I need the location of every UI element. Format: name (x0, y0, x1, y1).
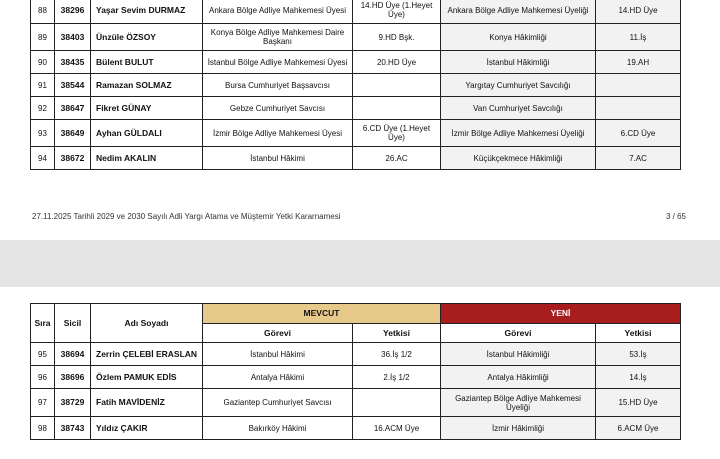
cell-sira: 97 (31, 389, 55, 417)
cell-sicil: 38435 (55, 51, 91, 74)
cell-sicil: 38729 (55, 389, 91, 417)
cell-sira: 94 (31, 147, 55, 170)
cell-mevcut-yetkisi (353, 389, 441, 417)
footer-page-number: 3 / 65 (665, 212, 686, 221)
cell-mevcut-yetkisi (353, 97, 441, 120)
cell-yeni-yetkisi: 6.ACM Üye (596, 417, 681, 440)
cell-sicil: 38649 (55, 120, 91, 147)
table-row (31, 343, 681, 366)
cell-yeni-gorevi: İstanbul Hâkimliği (441, 51, 596, 74)
cell-yeni-gorevi: Ankara Bölge Adliye Mahkemesi Üyeliği (441, 0, 596, 24)
cell-mevcut-gorevi: Gebze Cumhuriyet Savcısı (203, 97, 353, 120)
cell-sicil: 38544 (55, 74, 91, 97)
cell-yeni-yetkisi: 14.HD Üye (596, 0, 681, 24)
cell-sicil: 38672 (55, 147, 91, 170)
header-yeni-yetkisi: Yetkisi (596, 324, 681, 343)
cell-name: Zerrin ÇELEBİ ERASLAN (91, 343, 203, 366)
cell-mevcut-gorevi: İzmir Bölge Adliye Mahkemesi Üyesi (203, 120, 353, 147)
header-yeni-gorevi: Görevi (441, 324, 596, 343)
cell-yeni-yetkisi: 6.CD Üye (596, 120, 681, 147)
cell-sira: 90 (31, 51, 55, 74)
cell-sicil: 38743 (55, 417, 91, 440)
assignment-table-top (30, 0, 681, 170)
cell-mevcut-yetkisi: 6.CD Üye (1.Heyet Üye) (353, 120, 441, 147)
cell-name: Yaşar Sevim DURMAZ (91, 0, 203, 24)
table-row (31, 51, 681, 74)
cell-mevcut-gorevi: Antalya Hâkimi (203, 366, 353, 389)
page-4-top-part (0, 287, 720, 459)
cell-yeni-yetkisi: 53.İş (596, 343, 681, 366)
cell-name: Ramazan SOLMAZ (91, 74, 203, 97)
table-row (31, 366, 681, 389)
cell-yeni-gorevi: Gaziantep Bölge Adliye Mahkemesi Üyeliği (441, 389, 596, 417)
table-row (31, 147, 681, 170)
cell-yeni-yetkisi: 19.AH (596, 51, 681, 74)
cell-mevcut-gorevi: İstanbul Hâkimi (203, 147, 353, 170)
table-row (31, 0, 681, 24)
cell-sira: 96 (31, 366, 55, 389)
table-row (31, 417, 681, 440)
cell-sira: 93 (31, 120, 55, 147)
header-yeni: YENİ (441, 304, 681, 324)
cell-sira: 92 (31, 97, 55, 120)
cell-mevcut-yetkisi: 9.HD Bşk. (353, 24, 441, 51)
table-row (31, 389, 681, 417)
cell-sira: 89 (31, 24, 55, 51)
cell-mevcut-yetkisi: 36.İş 1/2 (353, 343, 441, 366)
cell-yeni-gorevi: İzmir Bölge Adliye Mahkemesi Üyeliği (441, 120, 596, 147)
cell-name: Nedim AKALIN (91, 147, 203, 170)
cell-sira: 91 (31, 74, 55, 97)
cell-sira: 98 (31, 417, 55, 440)
cell-yeni-gorevi: Van Cumhuriyet Savcılığı (441, 97, 596, 120)
table-row (31, 24, 681, 51)
cell-name: Yıldız ÇAKIR (91, 417, 203, 440)
page-gap (0, 240, 720, 287)
cell-name: Özlem PAMUK EDİS (91, 366, 203, 389)
cell-yeni-gorevi: Konya Hâkimliği (441, 24, 596, 51)
cell-yeni-yetkisi (596, 97, 681, 120)
footer-decree-title: 27.11.2025 Tarihli 2029 ve 2030 Sayılı Adli Yargı Atama ve Müştemir Yetki Kararnamesi (32, 212, 341, 221)
cell-sicil: 38403 (55, 24, 91, 51)
cell-yeni-yetkisi: 14.İş (596, 366, 681, 389)
cell-name: Ayhan GÜLDALI (91, 120, 203, 147)
cell-yeni-gorevi: İzmir Hâkimliği (441, 417, 596, 440)
cell-mevcut-gorevi: Ankara Bölge Adliye Mahkemesi Üyesi (203, 0, 353, 24)
header-mevcut-gorevi: Görevi (203, 324, 353, 343)
cell-yeni-gorevi: İstanbul Hâkimliği (441, 343, 596, 366)
assignment-table-bottom (30, 303, 681, 440)
cell-mevcut-gorevi: Gaziantep Cumhuriyet Savcısı (203, 389, 353, 417)
cell-mevcut-yetkisi (353, 74, 441, 97)
header-sicil: Sicil (55, 304, 91, 343)
cell-mevcut-yetkisi: 14.HD Üye (1.Heyet Üye) (353, 0, 441, 24)
table-row (31, 97, 681, 120)
cell-mevcut-yetkisi: 20.HD Üye (353, 51, 441, 74)
cell-sicil: 38694 (55, 343, 91, 366)
cell-mevcut-gorevi: Bakırköy Hâkimi (203, 417, 353, 440)
cell-mevcut-yetkisi: 26.AC (353, 147, 441, 170)
cell-mevcut-gorevi: Konya Bölge Adliye Mahkemesi Daire Başkanı (203, 24, 353, 51)
header-mevcut: MEVCUT (203, 304, 441, 324)
cell-mevcut-gorevi: İstanbul Bölge Adliye Mahkemesi Üyesi (203, 51, 353, 74)
cell-sicil: 38696 (55, 366, 91, 389)
cell-yeni-yetkisi: 7.AC (596, 147, 681, 170)
cell-yeni-yetkisi: 11.İş (596, 24, 681, 51)
table-row (31, 74, 681, 97)
cell-name: Fatih MAVİDENİZ (91, 389, 203, 417)
cell-sicil: 38296 (55, 0, 91, 24)
cell-mevcut-yetkisi: 16.ACM Üye (353, 417, 441, 440)
cell-yeni-gorevi: Antalya Hâkimliği (441, 366, 596, 389)
table-row (31, 120, 681, 147)
cell-mevcut-gorevi: İstanbul Hâkimi (203, 343, 353, 366)
cell-sira: 95 (31, 343, 55, 366)
cell-name: Fikret GÜNAY (91, 97, 203, 120)
header-name: Adı Soyadı (91, 304, 203, 343)
cell-sira: 88 (31, 0, 55, 24)
cell-yeni-gorevi: Küçükçekmece Hâkimliği (441, 147, 596, 170)
cell-sicil: 38647 (55, 97, 91, 120)
header-mevcut-yetkisi: Yetkisi (353, 324, 441, 343)
cell-mevcut-yetkisi: 2.İş 1/2 (353, 366, 441, 389)
cell-yeni-gorevi: Yargıtay Cumhuriyet Savcılığı (441, 74, 596, 97)
cell-name: Ünzüle ÖZSOY (91, 24, 203, 51)
cell-mevcut-gorevi: Bursa Cumhuriyet Başsavcısı (203, 74, 353, 97)
cell-name: Bülent BULUT (91, 51, 203, 74)
header-sira: Sıra (31, 304, 55, 343)
cell-yeni-yetkisi (596, 74, 681, 97)
cell-yeni-yetkisi: 15.HD Üye (596, 389, 681, 417)
